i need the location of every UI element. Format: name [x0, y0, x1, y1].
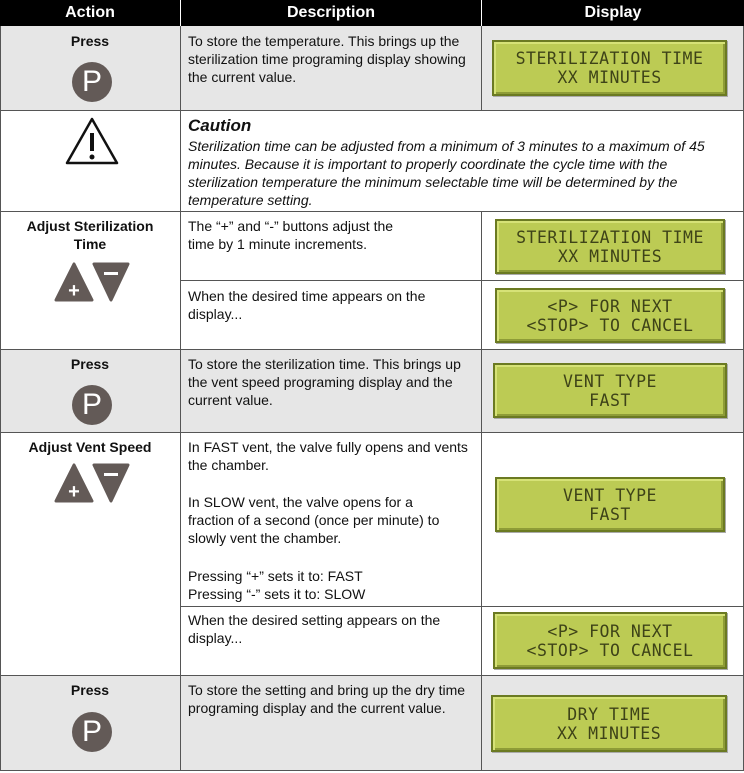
description-text: When the desired setting appears on the display... — [188, 612, 441, 646]
lcd-line: FAST — [589, 504, 631, 524]
plus-glyph: + — [68, 280, 80, 302]
lcd-line: XX MINUTES — [556, 723, 662, 743]
lcd-display — [493, 363, 727, 418]
lcd-line: <STOP> TO CANCEL — [526, 640, 694, 660]
plus-minus-buttons-icon — [54, 463, 130, 503]
grid-line — [481, 26, 482, 110]
description-text: The “+” and “-” buttons adjust the time by 1 minute increments. — [188, 218, 394, 252]
grid-line — [0, 110, 744, 111]
lcd-line: VENT TYPE — [563, 485, 657, 505]
lcd-display — [495, 219, 725, 274]
lcd-line: VENT TYPE — [563, 371, 657, 391]
lcd-line: XX MINUTES — [557, 68, 662, 87]
grid-line — [180, 26, 181, 110]
header-display: Display — [481, 0, 744, 26]
description-text: To store the setting and bring up the dry time programing display and the current value. — [188, 682, 466, 716]
p-button-icon: P — [72, 62, 112, 102]
caution-title: Caution — [188, 116, 252, 135]
lcd-display — [491, 695, 727, 752]
grid-line — [0, 26, 1, 771]
grid-line — [0, 770, 744, 771]
lcd-line: <P> FOR NEXT — [547, 296, 673, 316]
grid-line — [0, 675, 744, 676]
warning-triangle-icon — [64, 116, 120, 166]
lcd-display — [493, 612, 727, 669]
grid-line — [481, 211, 482, 771]
grid-line — [0, 432, 744, 433]
p-button-icon: P — [72, 712, 112, 752]
p-button-icon: P — [72, 385, 112, 425]
action-label: Press — [70, 33, 110, 49]
description-text: When the desired time appears on the display... — [188, 288, 426, 322]
lcd-line: <STOP> TO CANCEL — [526, 315, 694, 335]
lcd-line: FAST — [589, 390, 631, 410]
action-label: Press — [70, 682, 110, 698]
grid-line — [180, 110, 181, 211]
grid-line — [0, 211, 744, 212]
grid-line — [0, 349, 744, 350]
grid-line — [180, 606, 744, 607]
lcd-display — [495, 288, 725, 343]
lcd-line: XX MINUTES — [557, 246, 663, 266]
action-label: Press — [70, 356, 110, 372]
grid-line — [180, 211, 181, 771]
description-text: To store the sterilization time. This brings up the vent speed programing display and the current value. — [188, 356, 461, 408]
description-text: To store the temperature. This brings up the sterilization time programing display showing the current value. — [188, 33, 466, 85]
lcd-line: <P> FOR NEXT — [547, 621, 673, 641]
action-label: Adjust Vent Speed — [28, 439, 152, 455]
grid-line — [180, 280, 744, 281]
header-description: Description — [180, 0, 481, 26]
description-text: In FAST vent, the valve fully opens and vents the chamber. — [188, 439, 468, 473]
plus-minus-buttons-icon — [54, 262, 130, 302]
description-text: Pressing “-” sets it to: SLOW — [188, 586, 366, 602]
lcd-display — [492, 40, 727, 96]
plus-glyph: + — [68, 481, 80, 503]
description-text: Pressing “+” sets it to: FAST — [188, 568, 363, 584]
lcd-line: DRY TIME — [567, 704, 651, 724]
description-text: In SLOW vent, the valve opens for a fraction of a second (once per minute) to slowly vent the chamber. — [188, 494, 440, 546]
header-action: Action — [0, 0, 180, 26]
lcd-display — [495, 477, 725, 532]
lcd-line: STERILIZATION TIME — [516, 227, 704, 247]
action-label: Adjust Sterilization Time — [26, 218, 154, 252]
lcd-line: STERILIZATION TIME — [515, 49, 704, 68]
caution-text: Sterilization time can be adjusted from a minimum of 3 minutes to a maximum of 45 minutes. Because it is important to properly coordinate the cycle time with the sterilization temperature the minimum selectable time will be determined by the temperature setting. — [188, 138, 705, 208]
